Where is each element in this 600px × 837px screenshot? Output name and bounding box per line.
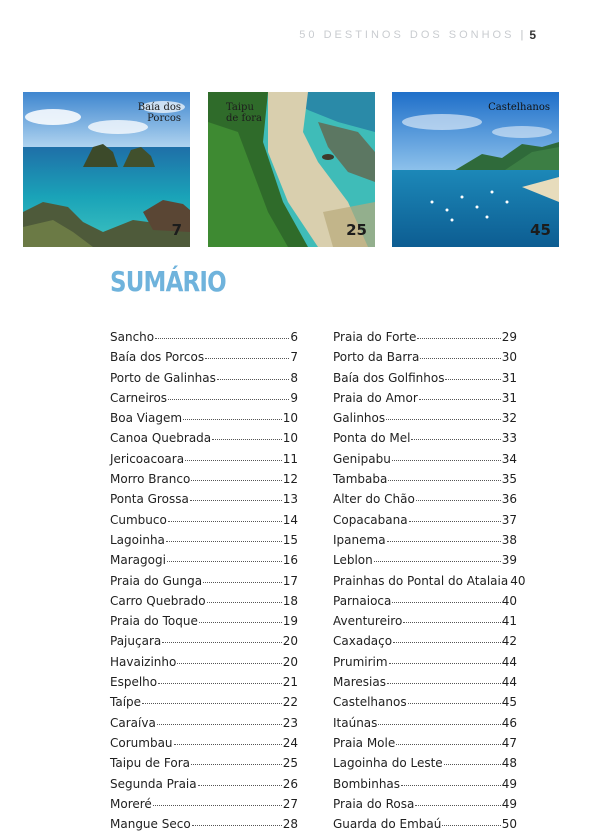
toc-entry-name: Praia Mole (333, 735, 396, 750)
toc-leader-dots (198, 776, 282, 786)
toc-entry-page: 45 (501, 695, 517, 710)
toc-entry-name: Prumirim (333, 654, 388, 669)
toc-leader-dots (217, 370, 289, 380)
toc-entry-name: Cumbuco (110, 512, 167, 527)
toc-entry-name: Maresias (333, 675, 386, 690)
toc-entry-name: Bombinhas (333, 776, 401, 791)
toc-entry-page: 10 (282, 431, 298, 446)
toc-entry-page: 21 (282, 675, 298, 690)
toc-entry[interactable] (110, 574, 298, 594)
toc-entry-name: Praia do Rosa (333, 796, 415, 811)
photo-page-number: 25 (346, 221, 367, 239)
toc-entry-page: 36 (501, 492, 517, 507)
toc-entry-page: 10 (282, 411, 298, 426)
toc-entry-name: Lagoinha do Leste (333, 756, 443, 771)
toc-column-right (333, 330, 526, 837)
toc-entry-name: Baía dos Porcos (110, 350, 205, 365)
toc-entry-page: 50 (501, 817, 517, 832)
toc-entry[interactable] (110, 411, 298, 431)
toc-entry-page: 40 (510, 573, 526, 588)
toc-leader-dots (192, 816, 282, 826)
toc-entry[interactable] (110, 472, 298, 492)
toc-leader-dots (388, 471, 500, 481)
toc-entry[interactable] (333, 756, 517, 776)
toc-entry-name: Carneiros (110, 390, 168, 405)
toc-entry-name: Segunda Praia (110, 776, 197, 791)
photo-castelhanos (392, 92, 559, 247)
toc-leader-dots (199, 613, 282, 623)
toc-entry-page: 42 (501, 634, 517, 649)
toc-leader-dots (190, 491, 282, 501)
toc-leader-dots (396, 735, 500, 745)
toc-entry[interactable] (333, 675, 517, 695)
toc-entry[interactable] (110, 533, 298, 553)
toc-entry[interactable] (333, 391, 517, 411)
photo-baia-dos-porcos (23, 92, 190, 247)
toc-entry-name: Tambaba (333, 472, 388, 487)
toc-entry-name: Caraíva (110, 715, 156, 730)
toc-entry-name: Genipabu (333, 451, 391, 466)
toc-entry[interactable] (333, 492, 517, 512)
toc-leader-dots (403, 613, 500, 623)
toc-entry-name: Taipu de Fora (110, 756, 190, 771)
toc-entry-name: Taípe (110, 695, 142, 710)
toc-entry-name: Maragogi (110, 553, 166, 568)
toc-entry-page: 49 (501, 776, 517, 791)
toc-entry-name: Pajuçara (110, 634, 162, 649)
toc-entry-page: 23 (282, 715, 298, 730)
toc-leader-dots (411, 430, 500, 440)
toc-entry-name: Prainhas do Pontal do Atalaia (333, 573, 509, 588)
toc-entry-page: 12 (282, 472, 298, 487)
toc-entry-page: 19 (282, 614, 298, 629)
toc-leader-dots (386, 410, 501, 420)
toc-entry-name: Leblon (333, 553, 373, 568)
toc-entry[interactable] (110, 553, 298, 573)
toc-leader-dots (168, 512, 282, 522)
toc-entry[interactable] (333, 695, 517, 715)
toc-entry-name: Lagoinha (110, 532, 165, 547)
toc-entry-page: 49 (501, 796, 517, 811)
toc-entry-page: 31 (501, 370, 517, 385)
toc-entry-page: 18 (282, 593, 298, 608)
toc-entry-name: Ponta Grossa (110, 492, 189, 507)
toc-entry-name: Guarda do Embaú (333, 817, 442, 832)
toc-entry-name: Galinhos (333, 411, 386, 426)
toc-leader-dots (392, 593, 500, 603)
toc-entry-page: 48 (501, 756, 517, 771)
toc-entry-page: 16 (282, 553, 298, 568)
toc-leader-dots (185, 451, 282, 461)
toc-entry-page: 46 (501, 715, 517, 730)
toc-entry[interactable] (333, 614, 517, 634)
toc-entry[interactable] (110, 391, 298, 411)
toc-leader-dots (153, 796, 282, 806)
toc-entry[interactable] (110, 817, 298, 837)
photo-taipu-de-fora (208, 92, 375, 247)
toc-entry[interactable] (110, 492, 298, 512)
toc-leader-dots (205, 349, 289, 359)
toc-entry[interactable] (110, 736, 298, 756)
toc-entry[interactable] (333, 634, 517, 654)
toc-leader-dots (191, 471, 281, 481)
toc-leader-dots (387, 674, 501, 684)
toc-leader-dots (155, 329, 289, 339)
toc-entry-name: Mangue Seco (110, 817, 191, 832)
toc-entry-name: Havaizinho (110, 654, 177, 669)
running-header (299, 28, 536, 42)
toc-entry-name: Praia do Gunga (110, 573, 203, 588)
toc-entry-page: 22 (282, 695, 298, 710)
toc-entry-page: 24 (282, 735, 298, 750)
toc-leader-dots (444, 755, 501, 765)
toc-entry-page: 6 (290, 330, 298, 344)
toc-entry-name: Carro Quebrado (110, 593, 206, 608)
toc-leader-dots (378, 715, 500, 725)
toc-entry-page: 30 (501, 350, 517, 365)
toc-entry-page: 32 (501, 411, 517, 426)
toc-leader-dots (374, 552, 501, 562)
toc-entry-page: 27 (282, 796, 298, 811)
toc-entry-name: Boa Viagem (110, 411, 183, 426)
toc-entry-page: 13 (282, 492, 298, 507)
toc-leader-dots (409, 512, 501, 522)
toc-column-left (110, 330, 298, 837)
toc-leader-dots (445, 370, 500, 380)
header-separator: | (520, 29, 524, 41)
toc-leader-dots (162, 633, 281, 643)
toc-entry[interactable] (110, 330, 298, 350)
toc-entry[interactable] (110, 655, 298, 675)
running-title: 50 DESTINOS DOS SONHOS (299, 29, 515, 41)
toc-entry-name: Castelhanos (333, 695, 407, 710)
toc-entry[interactable] (110, 675, 298, 695)
toc-entry[interactable] (333, 553, 517, 573)
toc-leader-dots (212, 430, 282, 440)
toc-entry-page: 20 (282, 654, 298, 669)
toc-leader-dots (442, 816, 500, 826)
toc-entry-name: Praia do Amor (333, 390, 418, 405)
toc-entry[interactable] (110, 350, 298, 370)
toc-entry-name: Praia do Toque (110, 614, 198, 629)
toc-leader-dots (177, 654, 281, 664)
toc-entry[interactable] (333, 452, 517, 472)
toc-entry-name: Espelho (110, 675, 158, 690)
toc-entry-name: Canoa Quebrada (110, 431, 212, 446)
toc-entry[interactable] (110, 777, 298, 797)
toc-entry-page: 26 (282, 776, 298, 791)
toc-leader-dots (167, 552, 282, 562)
toc-entry-name: Itaúnas (333, 715, 378, 730)
toc-entry[interactable] (333, 513, 517, 533)
toc-entry-name: Ponta do Mel (333, 431, 411, 446)
toc-entry[interactable] (333, 655, 517, 675)
toc-entry[interactable] (110, 756, 298, 776)
toc-entry-name: Parnaioca (333, 593, 392, 608)
toc-leader-dots (417, 329, 500, 339)
toc-title: SUMÁRIO (110, 265, 226, 298)
toc-entry-page: 33 (501, 431, 517, 446)
toc-leader-dots (420, 349, 500, 359)
toc-entry[interactable] (110, 371, 298, 391)
toc-entry-name: Caxadaço (333, 634, 393, 649)
toc-entry-page: 25 (282, 756, 298, 771)
toc-entry-page: 28 (282, 817, 298, 832)
toc-leader-dots (158, 674, 282, 684)
toc-entry-page: 8 (290, 370, 298, 385)
toc-entry[interactable] (110, 716, 298, 736)
toc-leader-dots (166, 532, 282, 542)
toc-leader-dots (142, 694, 282, 704)
photo-caption: Baía dos Porcos (137, 102, 181, 124)
toc-entry-name: Morro Branco (110, 472, 191, 487)
toc-entry-name: Sancho (110, 330, 155, 344)
toc-entry-page: 31 (501, 390, 517, 405)
toc-leader-dots (183, 410, 282, 420)
toc-entry[interactable] (110, 594, 298, 614)
toc-entry-page: 37 (501, 512, 517, 527)
toc-entry-name: Porto da Barra (333, 350, 420, 365)
toc-entry-name: Moreré (110, 796, 152, 811)
toc-entry[interactable] (333, 330, 517, 350)
toc-entry[interactable] (110, 431, 298, 451)
toc-leader-dots (401, 776, 501, 786)
toc-entry[interactable] (333, 411, 517, 431)
toc-entry[interactable] (333, 716, 517, 736)
toc-entry-page: 39 (501, 553, 517, 568)
toc-leader-dots (387, 532, 501, 542)
toc-entry[interactable] (333, 533, 517, 553)
toc-entry-page: 29 (501, 330, 517, 344)
toc-entry[interactable] (333, 573, 526, 594)
toc-leader-dots (393, 633, 501, 643)
toc-entry[interactable] (333, 777, 517, 797)
toc-entry-page: 44 (501, 654, 517, 669)
toc-entry[interactable] (110, 634, 298, 654)
toc-entry-page: 34 (501, 451, 517, 466)
toc-leader-dots (416, 491, 501, 501)
toc-entry-name: Copacabana (333, 512, 408, 527)
toc-entry-name: Baía dos Golfinhos (333, 370, 445, 385)
photo-caption: Taipu de fora (226, 102, 262, 124)
toc-entry[interactable] (333, 431, 517, 451)
toc-entry-name: Aventureiro (333, 614, 403, 629)
toc-entry[interactable] (110, 513, 298, 533)
toc-leader-dots (191, 755, 282, 765)
toc-entry-page: 38 (501, 532, 517, 547)
toc-entry-page: 9 (290, 390, 298, 405)
toc-entry[interactable] (333, 817, 517, 837)
toc-entry-page: 7 (290, 350, 298, 365)
toc-leader-dots (203, 573, 282, 583)
toc-entry-name: Alter do Chão (333, 492, 415, 507)
toc-leader-dots (408, 694, 501, 704)
toc-entry-name: Jericoacoara (110, 451, 185, 466)
toc-entry[interactable] (333, 594, 517, 614)
toc-entry[interactable] (333, 736, 517, 756)
toc-entry-page: 44 (501, 675, 517, 690)
page-number: 5 (529, 28, 536, 42)
photo-page-number: 45 (530, 221, 551, 239)
toc-entry-page: 40 (501, 593, 517, 608)
toc-leader-dots (389, 654, 501, 664)
toc-leader-dots (415, 796, 500, 806)
toc-leader-dots (392, 451, 501, 461)
toc-entry-page: 20 (282, 634, 298, 649)
photo-page-number: 7 (171, 221, 182, 239)
toc-entry-page: 35 (501, 472, 517, 487)
toc-entry[interactable] (333, 371, 517, 391)
toc-entry[interactable] (110, 452, 298, 472)
toc-leader-dots (157, 715, 282, 725)
toc-entry-page: 11 (282, 451, 298, 466)
toc-entry[interactable] (110, 614, 298, 634)
toc-leader-dots (174, 735, 282, 745)
toc-entry-page: 15 (282, 532, 298, 547)
toc-leader-dots (207, 593, 282, 603)
toc-entry-name: Praia do Forte (333, 330, 417, 344)
toc-leader-dots (419, 390, 501, 400)
photo-strip (23, 92, 559, 247)
toc-entry[interactable] (333, 350, 517, 370)
toc-entry-name: Porto de Galinhas (110, 370, 216, 385)
toc-entry-page: 14 (282, 512, 298, 527)
toc-entry[interactable] (333, 472, 517, 492)
photo-caption: Castelhanos (488, 102, 550, 113)
toc-leader-dots (168, 390, 289, 400)
toc-entry[interactable] (110, 695, 298, 715)
toc-entry-page: 47 (501, 735, 517, 750)
toc-entry-page: 17 (282, 573, 298, 588)
toc-entry-name: Corumbau (110, 735, 173, 750)
toc-entry-name: Ipanema (333, 532, 386, 547)
toc-entry-page: 41 (501, 614, 517, 629)
